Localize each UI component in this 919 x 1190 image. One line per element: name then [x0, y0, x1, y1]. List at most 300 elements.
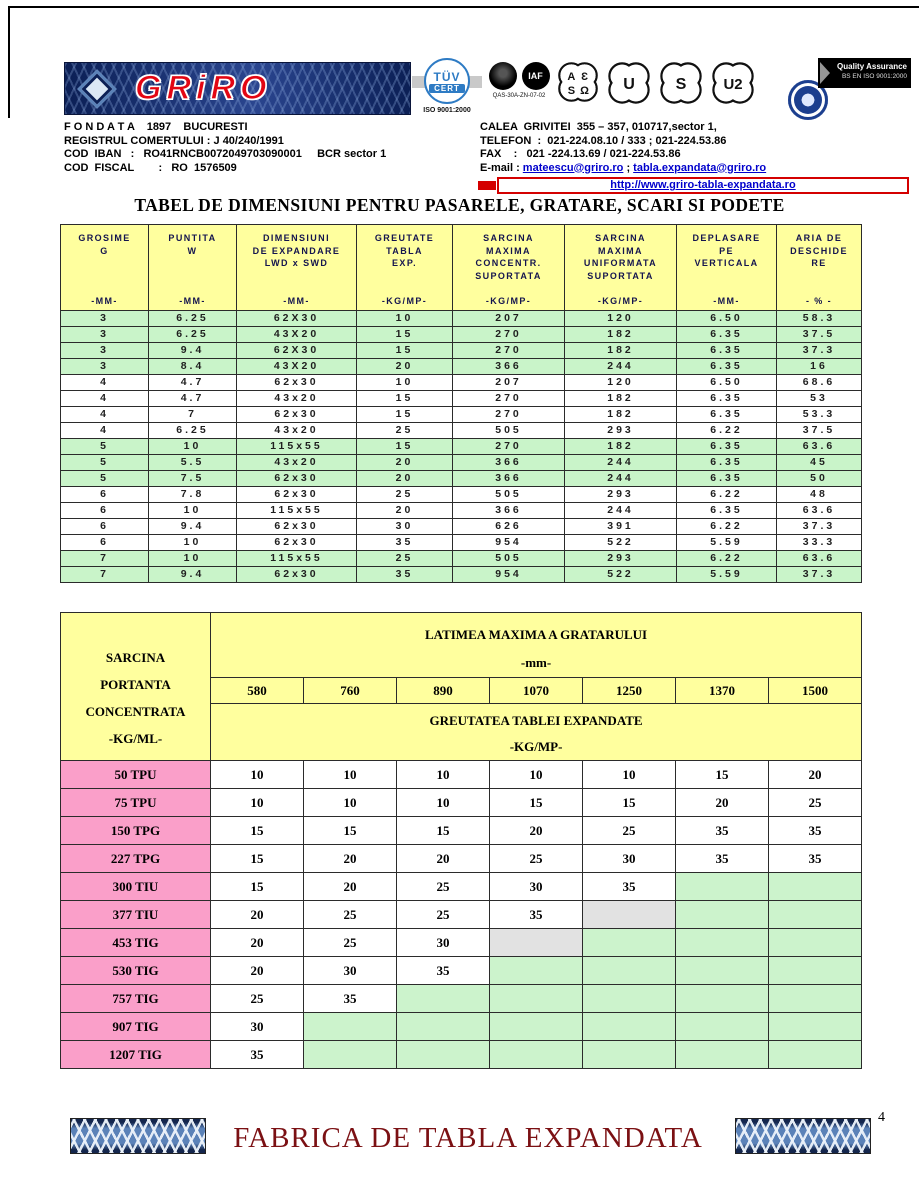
dimension-row — [61, 567, 862, 583]
grating-width-header: 1370 — [676, 678, 769, 704]
dimension-row — [61, 311, 862, 327]
dimension-cell: 62x30 — [237, 375, 357, 391]
dimension-cell: 6 — [61, 487, 149, 503]
dimension-cell: 6.35 — [677, 503, 777, 519]
dimension-cell: 207 — [453, 375, 565, 391]
dimension-cell: 522 — [565, 535, 677, 551]
load-row-label: 300 TIU — [61, 873, 211, 901]
dimension-cell: 68.6 — [777, 375, 862, 391]
load-cell — [304, 1013, 397, 1041]
load-cell — [583, 901, 676, 929]
grating-width-header: 1070 — [490, 678, 583, 704]
load-cell: 10 — [304, 789, 397, 817]
load-cell — [676, 985, 769, 1013]
load-cell — [769, 1013, 862, 1041]
load-cell — [490, 929, 583, 957]
dimension-cell: 10 — [149, 503, 237, 519]
load-width-table — [60, 612, 862, 1069]
load-cell: 10 — [583, 761, 676, 789]
load-row — [61, 929, 862, 957]
asme-u2-stamp-icon — [710, 60, 756, 106]
load-cell: 10 — [211, 789, 304, 817]
dimension-cell: 43x20 — [237, 391, 357, 407]
grating-width-header: 1500 — [769, 678, 862, 704]
load-cell — [583, 929, 676, 957]
dimension-row — [61, 359, 862, 375]
load-cell: 20 — [397, 845, 490, 873]
load-cell: 15 — [676, 761, 769, 789]
load-row-label: 50 TPU — [61, 761, 211, 789]
load-cell: 20 — [676, 789, 769, 817]
load-row — [61, 789, 862, 817]
load-cell: 25 — [769, 789, 862, 817]
asme-u-stamp-icon — [606, 60, 652, 106]
dimension-cell: 3 — [61, 359, 149, 375]
dimension-cell: 7.5 — [149, 471, 237, 487]
load-cell — [583, 957, 676, 985]
dimension-cell: 505 — [453, 551, 565, 567]
svg-text:U: U — [623, 74, 635, 93]
load-cell — [769, 957, 862, 985]
dimension-cell: 115x55 — [237, 551, 357, 567]
email-link-mateescu[interactable]: mateescu@griro.ro — [522, 161, 624, 174]
dimension-cell: 43X20 — [237, 327, 357, 343]
dimension-cell: 6 — [61, 503, 149, 519]
dimension-cell: 43x20 — [237, 423, 357, 439]
cert-label: CERT — [429, 84, 465, 93]
load-cell: 20 — [304, 845, 397, 873]
dimension-cell: 37.3 — [777, 343, 862, 359]
dimension-cell: 8.4 — [149, 359, 237, 375]
dimension-cell: 9.4 — [149, 567, 237, 583]
load-cell — [769, 901, 862, 929]
load-cell: 35 — [490, 901, 583, 929]
dimension-cell: 244 — [565, 471, 677, 487]
dimension-cell: 6.22 — [677, 519, 777, 535]
load-cell: 25 — [490, 845, 583, 873]
load-row-label: 227 TPG — [61, 845, 211, 873]
dimension-cell: 20 — [357, 471, 453, 487]
dimension-cell: 62x30 — [237, 567, 357, 583]
load-row-label: 453 TIG — [61, 929, 211, 957]
cod-fiscal-line: COD FISCAL : RO 1576509 — [64, 161, 237, 174]
dimension-cell: 25 — [357, 551, 453, 567]
svg-text:U2: U2 — [723, 75, 743, 93]
dimension-cell: 20 — [357, 503, 453, 519]
dimension-cell: 4 — [61, 423, 149, 439]
dimension-cell: 5 — [61, 439, 149, 455]
griro-diamond-icon — [77, 69, 117, 109]
load-cell: 35 — [676, 845, 769, 873]
dimension-cell: 6.25 — [149, 311, 237, 327]
dimension-cell: 35 — [357, 535, 453, 551]
dimension-cell: 7.8 — [149, 487, 237, 503]
dimension-cell: 182 — [565, 327, 677, 343]
load-row — [61, 957, 862, 985]
load-cell: 10 — [211, 761, 304, 789]
load-row-label: 75 TPU — [61, 789, 211, 817]
asme-stamps-row — [556, 60, 756, 106]
dimension-cell: 244 — [565, 503, 677, 519]
grating-width-header: 580 — [211, 678, 304, 704]
dimension-cell: 5.5 — [149, 455, 237, 471]
crest-seal-icon — [489, 62, 517, 90]
dimension-cell: 6.50 — [677, 311, 777, 327]
load-cell: 15 — [211, 845, 304, 873]
dimension-cell: 270 — [453, 391, 565, 407]
dimension-cell: 6.35 — [677, 455, 777, 471]
fondata-line: F O N D A T A 1897 BUCURESTI — [64, 121, 248, 133]
load-cell — [583, 1041, 676, 1069]
load-cell — [769, 1041, 862, 1069]
dimension-cell: 4.7 — [149, 375, 237, 391]
dimension-cell: 366 — [453, 471, 565, 487]
dimension-cell: 391 — [565, 519, 677, 535]
load-cell: 10 — [490, 761, 583, 789]
dimension-cell: 115x55 — [237, 439, 357, 455]
qas-caption: QAS-30A-ZN-07-02 — [492, 93, 546, 99]
dimension-cell: 33.3 — [777, 535, 862, 551]
dimension-cell: 16 — [777, 359, 862, 375]
dimension-row — [61, 551, 862, 567]
dimension-cell: 35 — [357, 567, 453, 583]
dimension-cell: 10 — [149, 535, 237, 551]
dimension-cell: 62x30 — [237, 535, 357, 551]
load-cell — [769, 985, 862, 1013]
dimension-cell: 626 — [453, 519, 565, 535]
tuv-circle-icon — [424, 58, 470, 104]
load-cell: 35 — [397, 957, 490, 985]
load-cell: 15 — [583, 789, 676, 817]
load-cell: 35 — [211, 1041, 304, 1069]
load-row-label: 1207 TIG — [61, 1041, 211, 1069]
dimension-cell: 366 — [453, 359, 565, 375]
quality-assurance-label: Quality Assurance — [837, 62, 907, 71]
load-cell — [397, 1041, 490, 1069]
tuv-label: TÜV — [433, 69, 461, 84]
griro-logo-banner — [64, 62, 411, 115]
website-bar — [478, 177, 909, 194]
grating-width-header: 1250 — [583, 678, 676, 704]
page-number: 4 — [878, 1110, 885, 1125]
load-cell — [676, 929, 769, 957]
dimension-cell: 7 — [149, 407, 237, 423]
t1-column-header: DEPLASARE PE VERTICALA -MM- — [677, 225, 777, 311]
load-cell — [769, 873, 862, 901]
dimension-cell: 43X20 — [237, 359, 357, 375]
dimension-cell: 62x30 — [237, 519, 357, 535]
dimension-cell: 293 — [565, 423, 677, 439]
load-cell: 35 — [769, 817, 862, 845]
load-cell — [397, 1013, 490, 1041]
load-row-label: 377 TIU — [61, 901, 211, 929]
load-cell: 35 — [676, 817, 769, 845]
load-cell — [490, 985, 583, 1013]
dimension-cell: 4.7 — [149, 391, 237, 407]
dimension-cell: 505 — [453, 487, 565, 503]
t2-corner-header: SARCINA PORTANTA CONCENTRATA -KG/ML- — [61, 613, 211, 761]
load-cell: 20 — [211, 901, 304, 929]
dimension-cell: 6.25 — [149, 423, 237, 439]
load-row — [61, 1041, 862, 1069]
dimension-cell: 3 — [61, 343, 149, 359]
load-cell — [583, 1013, 676, 1041]
dimension-cell: 244 — [565, 455, 677, 471]
dimension-row — [61, 439, 862, 455]
footer-title: FABRICA DE TABLA EXPANDATA — [233, 1122, 703, 1154]
dimension-row — [61, 407, 862, 423]
dimension-cell: 4 — [61, 375, 149, 391]
dimension-cell: 954 — [453, 567, 565, 583]
load-cell: 25 — [583, 817, 676, 845]
load-row-label: 150 TPG — [61, 817, 211, 845]
load-cell: 15 — [304, 817, 397, 845]
email-prefix: E-mail : — [480, 161, 523, 174]
load-cell — [304, 1041, 397, 1069]
dimension-cell: 6.35 — [677, 327, 777, 343]
load-cell: 20 — [769, 761, 862, 789]
load-cell: 25 — [397, 901, 490, 929]
asme-multi-stamp-icon — [556, 60, 600, 104]
tuv-cert-badge — [416, 58, 478, 114]
dimension-cell: 6.22 — [677, 551, 777, 567]
dimension-row — [61, 487, 862, 503]
dimension-cell: 5 — [61, 471, 149, 487]
dimension-cell: 25 — [357, 487, 453, 503]
expanded-metal-image-right — [735, 1118, 871, 1154]
dimension-cell: 10 — [357, 311, 453, 327]
dimension-cell: 9.4 — [149, 519, 237, 535]
dimension-cell: 62X30 — [237, 343, 357, 359]
iaf-seal-icon: IAF — [522, 62, 550, 90]
dimension-cell: 63.6 — [777, 551, 862, 567]
load-cell — [490, 1013, 583, 1041]
load-cell: 30 — [583, 845, 676, 873]
email-link-tabla-expandata[interactable]: tabla.expandata@griro.ro — [633, 161, 767, 174]
grating-width-header: 890 — [397, 678, 490, 704]
dimension-cell: 10 — [149, 439, 237, 455]
dimension-cell: 37.5 — [777, 423, 862, 439]
load-row — [61, 1013, 862, 1041]
load-cell: 10 — [397, 789, 490, 817]
dimension-cell: 15 — [357, 327, 453, 343]
load-cell: 15 — [211, 817, 304, 845]
email-line — [480, 162, 909, 176]
left-rule — [8, 6, 10, 118]
dimension-cell: 25 — [357, 423, 453, 439]
load-cell: 25 — [304, 929, 397, 957]
load-row-label: 757 TIG — [61, 985, 211, 1013]
dimension-cell: 6.22 — [677, 423, 777, 439]
dimension-cell: 63.6 — [777, 503, 862, 519]
iso-9001-label: ISO 9001:2000 — [423, 107, 471, 114]
load-cell: 15 — [490, 789, 583, 817]
dimension-cell: 50 — [777, 471, 862, 487]
load-row-label: 530 TIG — [61, 957, 211, 985]
t2-greutatea-header: GREUTATEA TABLEI EXPANDATE -KG/MP- — [211, 704, 862, 761]
dimension-cell: 6.22 — [677, 487, 777, 503]
quality-assurance-badge — [818, 58, 911, 88]
company-info-block — [64, 121, 909, 175]
load-cell: 25 — [304, 901, 397, 929]
load-cell: 20 — [304, 873, 397, 901]
load-row-label: 907 TIG — [61, 1013, 211, 1041]
load-cell — [583, 985, 676, 1013]
t1-column-header: GROSIME G -MM- — [61, 225, 149, 311]
registru-line: REGISTRUL COMERTULUI : J 40/240/1991 — [64, 134, 284, 147]
dimension-cell: 10 — [149, 551, 237, 567]
dimension-cell: 7 — [61, 551, 149, 567]
dimension-cell: 270 — [453, 407, 565, 423]
dimension-cell: 62x30 — [237, 407, 357, 423]
red-arrow-icon — [478, 181, 496, 190]
dimension-row — [61, 535, 862, 551]
dimension-cell: 182 — [565, 343, 677, 359]
dimension-cell: 5.59 — [677, 567, 777, 583]
dimension-row — [61, 503, 862, 519]
dimension-cell: 62x30 — [237, 487, 357, 503]
email-separator: ; — [623, 161, 634, 174]
dimension-cell: 53 — [777, 391, 862, 407]
griro-logo-text: GRiRO — [135, 69, 272, 107]
dimension-cell: 5.59 — [677, 535, 777, 551]
dimension-cell: 270 — [453, 439, 565, 455]
dimension-cell: 293 — [565, 487, 677, 503]
dimension-cell: 62X30 — [237, 311, 357, 327]
load-row — [61, 873, 862, 901]
svg-text:S: S — [567, 85, 576, 98]
dimension-row — [61, 423, 862, 439]
load-row — [61, 985, 862, 1013]
dimension-cell: 63.6 — [777, 439, 862, 455]
t1-column-header: GREUTATE TABLA EXP. -KG/MP- — [357, 225, 453, 311]
t1-column-header: ARIA DE DESCHIDE RE - % - — [777, 225, 862, 311]
dimension-cell: 62x30 — [237, 471, 357, 487]
iaf-seal-group — [484, 62, 554, 99]
dimension-cell: 366 — [453, 455, 565, 471]
dimension-cell: 6 — [61, 535, 149, 551]
dimension-cell: 10 — [357, 375, 453, 391]
dimension-row — [61, 327, 862, 343]
page-title: TABEL DE DIMENSIUNI PENTRU PASARELE, GRATARE, SCARI SI PODETE — [134, 195, 785, 215]
dimension-cell: 505 — [453, 423, 565, 439]
dimension-cell: 45 — [777, 455, 862, 471]
load-cell: 35 — [304, 985, 397, 1013]
load-cell: 20 — [490, 817, 583, 845]
load-cell — [490, 1041, 583, 1069]
dimension-row — [61, 519, 862, 535]
dimension-row — [61, 391, 862, 407]
asme-s-stamp-icon — [658, 60, 704, 106]
dimension-row — [61, 471, 862, 487]
load-cell — [676, 1013, 769, 1041]
dimension-row — [61, 343, 862, 359]
load-cell: 30 — [397, 929, 490, 957]
dimension-cell: 120 — [565, 375, 677, 391]
dimension-cell: 4 — [61, 407, 149, 423]
load-cell — [397, 985, 490, 1013]
dimension-cell: 37.3 — [777, 567, 862, 583]
svg-text:S: S — [675, 74, 687, 93]
dimension-cell: 15 — [357, 439, 453, 455]
bs-en-iso-label: BS EN ISO 9001:2000 — [841, 73, 907, 80]
load-cell: 20 — [211, 929, 304, 957]
dimension-cell: 6.35 — [677, 407, 777, 423]
dimension-cell: 58.3 — [777, 311, 862, 327]
fax-line: FAX : 021 -224.13.69 / 021-224.53.86 — [480, 148, 681, 160]
iban-line: COD IBAN : RO41RNCB0072049703090001 BCR sector 1 — [64, 148, 387, 160]
load-cell: 25 — [211, 985, 304, 1013]
dimension-cell: 522 — [565, 567, 677, 583]
dimension-cell: 207 — [453, 311, 565, 327]
t2-span-header-row — [61, 613, 862, 678]
dimension-cell: 293 — [565, 551, 677, 567]
dimension-cell: 270 — [453, 327, 565, 343]
dimension-cell: 37.3 — [777, 519, 862, 535]
dimension-cell: 270 — [453, 343, 565, 359]
load-row — [61, 845, 862, 873]
dimension-cell: 120 — [565, 311, 677, 327]
load-cell — [676, 957, 769, 985]
dimension-cell: 3 — [61, 311, 149, 327]
load-cell: 25 — [397, 873, 490, 901]
dimension-cell: 30 — [357, 519, 453, 535]
dimension-cell: 37.5 — [777, 327, 862, 343]
grating-width-header: 760 — [304, 678, 397, 704]
dimension-cell: 7 — [61, 567, 149, 583]
load-cell — [676, 1041, 769, 1069]
t1-column-header: SARCINA MAXIMA UNIFORMATA SUPORTATA -KG/MP- — [565, 225, 677, 311]
dimension-cell: 182 — [565, 439, 677, 455]
dimension-cell: 20 — [357, 359, 453, 375]
dimension-cell: 48 — [777, 487, 862, 503]
dimension-cell: 20 — [357, 455, 453, 471]
top-rule — [8, 6, 919, 8]
svg-text:Ɛ: Ɛ — [581, 70, 589, 83]
t2-latimea-header: LATIMEA MAXIMA A GRATARULUI -mm- — [211, 613, 862, 678]
address-line: CALEA GRIVITEI 355 – 357, 010717,sector 1, — [480, 121, 717, 133]
load-cell: 30 — [490, 873, 583, 901]
load-cell: 35 — [583, 873, 676, 901]
dimension-row — [61, 455, 862, 471]
load-row — [61, 761, 862, 789]
t1-column-header: DIMENSIUNI DE EXPANDARE LWD x SWD -MM- — [237, 225, 357, 311]
load-cell: 35 — [769, 845, 862, 873]
dimension-cell: 6.35 — [677, 471, 777, 487]
dimension-cell: 954 — [453, 535, 565, 551]
dimension-cell: 366 — [453, 503, 565, 519]
website-link[interactable]: http://www.griro-tabla-expandata.ro — [610, 179, 796, 191]
dimensions-header-row — [61, 225, 862, 311]
expanded-metal-image-left — [70, 1118, 206, 1154]
dimension-cell: 4 — [61, 391, 149, 407]
dimension-cell: 15 — [357, 343, 453, 359]
dimension-cell: 182 — [565, 407, 677, 423]
dimensions-table — [60, 224, 862, 583]
dimension-cell: 43x20 — [237, 455, 357, 471]
dimension-cell: 6.35 — [677, 439, 777, 455]
load-cell: 10 — [304, 761, 397, 789]
dimension-row — [61, 375, 862, 391]
dimension-cell: 6.35 — [677, 343, 777, 359]
load-cell: 20 — [211, 957, 304, 985]
dimension-cell: 15 — [357, 391, 453, 407]
dimension-cell: 6.25 — [149, 327, 237, 343]
dimension-cell: 6.35 — [677, 391, 777, 407]
svg-text:Ω: Ω — [580, 85, 590, 98]
t1-column-header: SARCINA MAXIMA CONCENTR. SUPORTATA -KG/MP- — [453, 225, 565, 311]
svg-text:A: A — [567, 70, 576, 83]
